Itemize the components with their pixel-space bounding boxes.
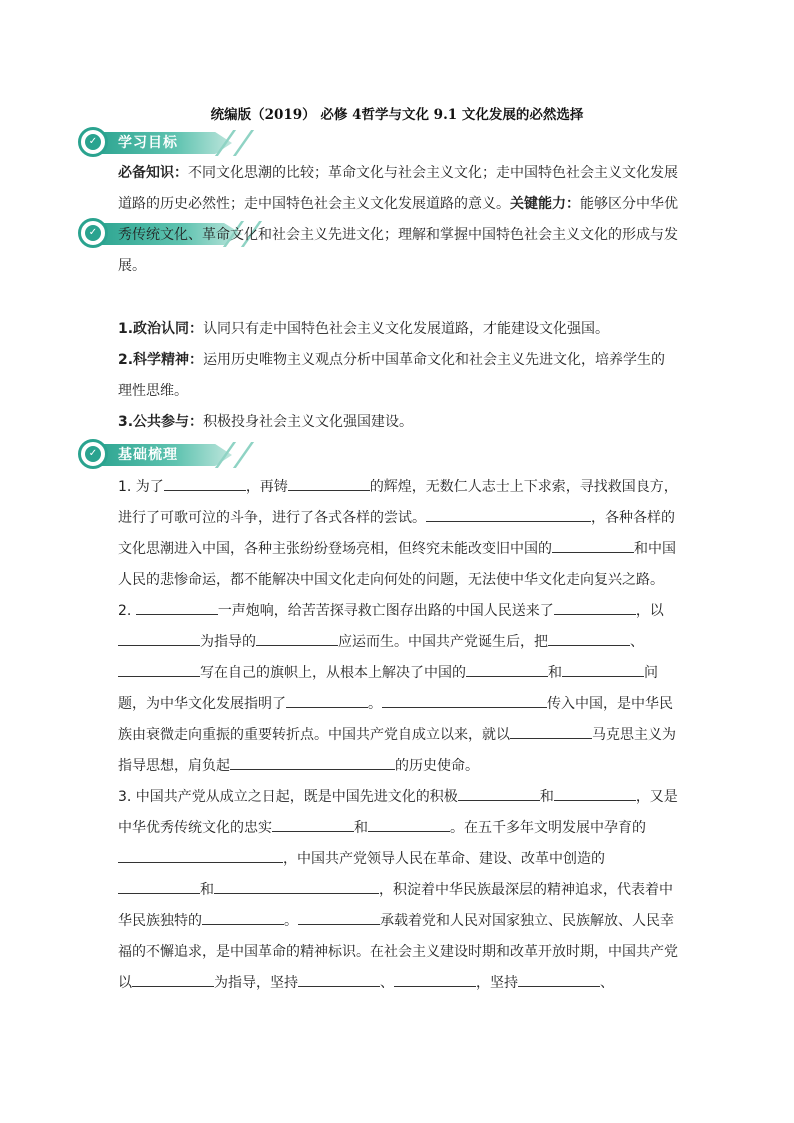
q2-text-4: 应运而生。中国共产党诞生后，把 <box>338 634 548 650</box>
section-label-basics: 基础梳理 <box>118 447 178 463</box>
fill-blank[interactable] <box>164 474 246 491</box>
q2-text-12: 的历史使命。 <box>395 758 479 774</box>
q3-text-11: 、 <box>380 975 394 991</box>
q3-text-12: ，坚持 <box>476 975 518 991</box>
fill-blank[interactable] <box>382 691 547 708</box>
public-label: 3.公共参与： <box>118 414 204 430</box>
fill-blank[interactable] <box>214 877 379 894</box>
science-text: 运用历史唯物主义观点分析中国革命文化和社会主义先进文化，培养学生的理性思维。 <box>118 352 666 399</box>
fill-blank[interactable] <box>394 970 476 987</box>
fill-blank[interactable] <box>230 753 395 770</box>
fill-blank[interactable] <box>368 815 450 832</box>
section-header-basics <box>78 439 248 471</box>
political-label: 1.政治认同： <box>118 321 204 337</box>
q2-text-2: ，以 <box>635 603 664 619</box>
q2-text-1: 一声炮响，给苦苦探寻救亡图存出路的中国人民送来了 <box>217 603 554 619</box>
question-2 <box>118 596 678 782</box>
q3-text-13: 、 <box>600 975 614 991</box>
fill-blank[interactable] <box>552 536 634 553</box>
fill-blank[interactable] <box>548 629 630 646</box>
q2-text-9: 。 <box>368 696 382 712</box>
q3-text-4: 。在五千多年文明发展中孕育的 <box>450 820 646 836</box>
fill-blank[interactable] <box>426 505 591 522</box>
question-3 <box>118 782 678 999</box>
q1-text-1: ，再铸 <box>245 479 288 495</box>
fill-blank[interactable] <box>136 598 218 615</box>
public-text: 积极投身社会主义文化强国建设。 <box>203 414 414 430</box>
q2-text-8: 问题，为中华文化发展指明了 <box>118 665 658 712</box>
q1-text-2: 的辉煌，无数仁人志士上下求索，寻找救国良方，进行了可歌可泣的斗争，进行了各式各样的尝试。 <box>118 479 678 526</box>
fill-blank[interactable] <box>298 970 380 987</box>
knowledge-label: 必备知识： <box>118 165 188 181</box>
list-item <box>118 314 678 345</box>
fill-blank[interactable] <box>118 660 200 677</box>
fill-blank[interactable] <box>554 784 636 801</box>
q3-text-9: 承载着党和人民对国家独立、民族解放、人民幸福的不懈追求，是中国革命的精神标识。在社会主义建设时期和改革开放时期，中国共产党以 <box>118 913 678 991</box>
political-text: 认同只有走中国特色社会主义文化发展道路，才能建设文化强国。 <box>203 321 610 337</box>
goals-core-list <box>118 314 678 438</box>
fill-blank[interactable] <box>518 970 600 987</box>
knowledge-text: 不同文化思潮的比较；革命文化与社会主义文化；走中国特色社会主义文化发展道路的历史必然性；走中国特色社会主义文化发展道路的意义。 <box>118 165 678 212</box>
fill-blank[interactable] <box>466 660 548 677</box>
basics-questions <box>118 472 678 999</box>
fill-blank[interactable] <box>562 660 644 677</box>
q2-text-10: 传入中国，是中华民族由衰微走向重振的重要转折点。中国共产党自成立以来，就以 <box>118 696 673 743</box>
check-circle-icon: ✓ <box>78 218 108 248</box>
science-label: 2.科学精神： <box>118 352 204 368</box>
fill-blank[interactable] <box>288 474 370 491</box>
fill-blank[interactable] <box>202 908 284 925</box>
q1-text-3: ，各种各样的文化思潮进入中国，各种主张纷纷登场亮相，但终究未能改变旧中国的 <box>118 510 675 557</box>
q1-text-4: 和中国人民的悲惨命运，都不能解决中国文化走向何处的问题，无法使中华文化走向复兴之路。 <box>118 541 676 588</box>
fill-blank[interactable] <box>554 598 636 615</box>
fill-blank[interactable] <box>510 722 592 739</box>
q3-text-5: ，中国共产党领导人民在革命、建设、改革中创造的 <box>283 851 605 867</box>
q3-text-2: ，又是中华优秀传统文化的忠实 <box>118 789 678 836</box>
q3-text-7: ，积淀着中华民族最深层的精神追求，代表着中华民族独特的 <box>118 882 673 929</box>
list-item <box>118 345 678 407</box>
goals-knowledge-paragraph <box>118 158 678 282</box>
document-title: 统编版（2019） 必修 4哲学与文化 9.1 文化发展的必然选择 <box>210 107 584 123</box>
fill-blank[interactable] <box>286 691 368 708</box>
ability-label: 关键能力： <box>510 196 580 212</box>
q2-text-6: 写在自己的旗帜上，从根本上解决了中国的 <box>200 665 466 681</box>
question-1 <box>118 472 678 596</box>
ability-text: 能够区分中华优秀传统文化、革命文化和社会主义先进文化；理解和掌握中国特色社会主义文化的形成与发展。 <box>118 196 678 274</box>
fill-blank[interactable] <box>118 877 200 894</box>
section-label-goals: 学习目标 <box>118 135 178 151</box>
list-item <box>118 407 678 438</box>
fill-blank[interactable] <box>118 629 200 646</box>
fill-blank[interactable] <box>256 629 338 646</box>
check-circle-icon: ✓ <box>78 127 108 157</box>
section-header-goals <box>78 127 248 159</box>
q3-text-6: 和 <box>200 882 214 898</box>
check-circle-icon: ✓ <box>78 439 108 469</box>
q3-text-0: 3. 中国共产党从成立之日起，既是中国先进文化的积极 <box>118 789 458 805</box>
q3-text-3: 和 <box>354 820 368 836</box>
q3-text-10: 为指导，坚持 <box>214 975 298 991</box>
q1-text-0: 1. 为了 <box>118 479 164 495</box>
q2-text-3: 为指导的 <box>200 634 256 650</box>
fill-blank[interactable] <box>298 908 380 925</box>
q3-text-1: 和 <box>539 789 554 805</box>
q2-text-5: 、 <box>630 634 644 650</box>
q2-text-11: 马克思主义为指导思想，肩负起 <box>118 727 676 774</box>
q2-text-7: 和 <box>548 665 562 681</box>
q2-text-0: 2. <box>118 603 136 619</box>
fill-blank[interactable] <box>132 970 214 987</box>
fill-blank[interactable] <box>118 846 283 863</box>
fill-blank[interactable] <box>272 815 354 832</box>
fill-blank[interactable] <box>458 784 540 801</box>
q3-text-8: 。 <box>284 913 298 929</box>
